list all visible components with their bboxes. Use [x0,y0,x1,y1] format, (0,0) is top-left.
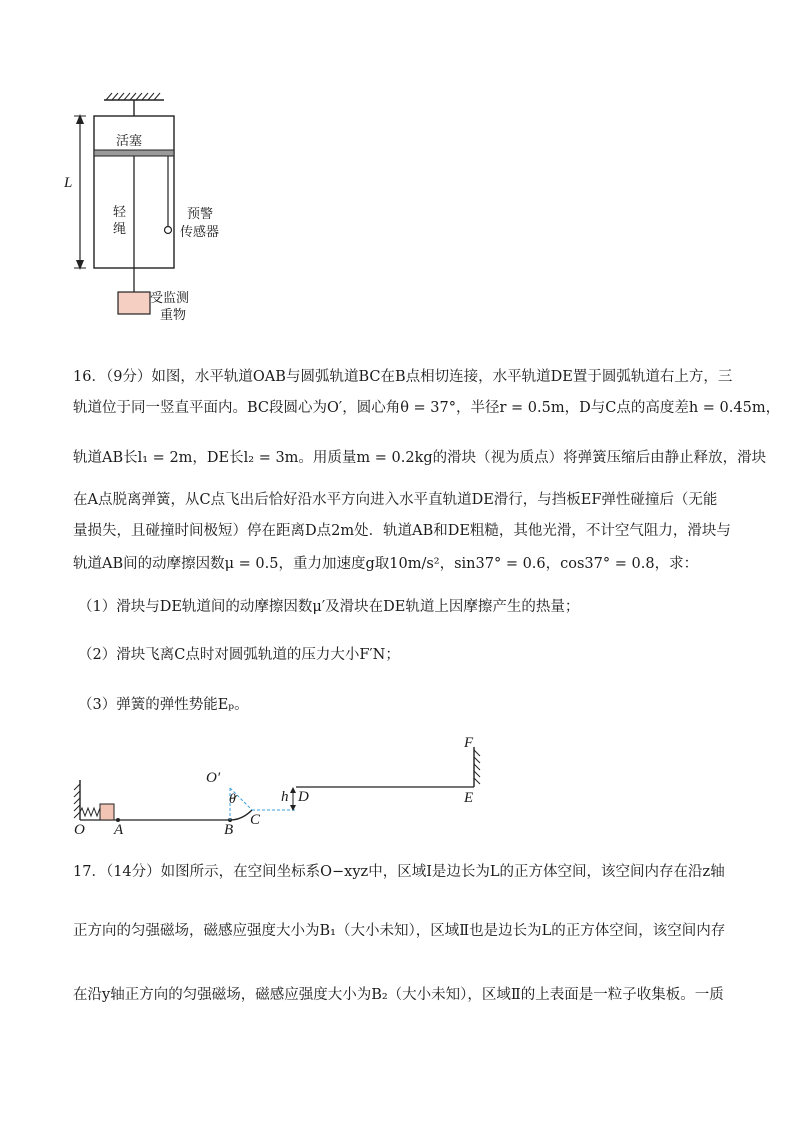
monitored-weight [118,292,150,314]
point-e: E [464,790,474,806]
point-o-prime: O′ [206,770,221,786]
point-c: C [250,812,261,828]
point-a: A [114,822,124,838]
rope-label-2: 绳 [113,222,127,237]
point-f: F [464,735,474,751]
q16-line-1: 16．（9分）如图，水平轨道OAB与圆弧轨道BC在B点相切连接，水平轨道DE置于圆弧轨道右上方，三 [73,369,733,385]
piston-label: 活塞 [116,134,143,149]
q16-line-4: 在A点脱离弹簧，从C点飞出后恰好沿水平方向进入水平直轨道DE滑行，与挡板EF弹性碰撞后（无能 [73,492,718,508]
q16-sub-3: （3）弹簧的弹性势能Eₚ。 [78,697,249,713]
length-label: L [64,175,73,191]
q16-line-3: 轨道AB长l₁ = 2m，DE长l₂ = 3m。用质量m = 0.2kg的滑块（视为质点）将弹簧压缩后由静止释放，滑块 [73,450,767,466]
q16-sub-2: （2）滑块飞离C点时对圆弧轨道的压力大小F′N； [78,647,400,663]
q16-line-2: 轨道位于同一竖直平面内。BC段圆心为O′，圆心角θ = 37°，半径r = 0.5m，D与C点的高度差h = 0.45m， [73,400,781,416]
h-label: h [281,789,289,805]
q17-line-1: 17．（14分）如图所示，在空间坐标系O−xyz中，区域Ⅰ是边长为L的正方体空间，该空间内存在沿z轴 [73,864,725,880]
sensor-label-2: 传感器 [180,225,220,240]
rope-label-1: 轻 [113,205,127,220]
q17-line-2: 正方向的匀强磁场，磁感应强度大小为B₁（大小未知），区域Ⅱ也是边长为L的正方体空间，该空间内存 [73,923,726,939]
weight-label-1: 受监测 [150,291,190,306]
q17-line-3: 在沿y轴正方向的匀强磁场，磁感应强度大小为B₂（大小未知），区域Ⅱ的上表面是一粒子收集板。一质 [73,987,724,1003]
sensor-label-1: 预警 [187,207,214,222]
theta-label: θ [229,792,236,807]
q16-line-6: 轨道AB间的动摩擦因数μ = 0.5，重力加速度g取10m/s²，sin37° = 0.6，cos37° = 0.8，求： [73,556,699,572]
q16-sub-1: （1）滑块与DE轨道间的动摩擦因数μ′及滑块在DE轨道上因摩擦产生的热量； [78,599,580,615]
track-figure [60,730,500,840]
point-o: O [74,822,85,838]
point-d: D [298,789,309,805]
weight-label-2: 重物 [160,308,187,323]
q16-line-5: 量损失，且碰撞时间极短）停在距离D点2m处．轨道AB和DE粗糙，其他光滑，不计空气阻力，滑块与 [73,523,731,539]
slider-block [100,804,114,820]
point-b: B [224,822,234,838]
